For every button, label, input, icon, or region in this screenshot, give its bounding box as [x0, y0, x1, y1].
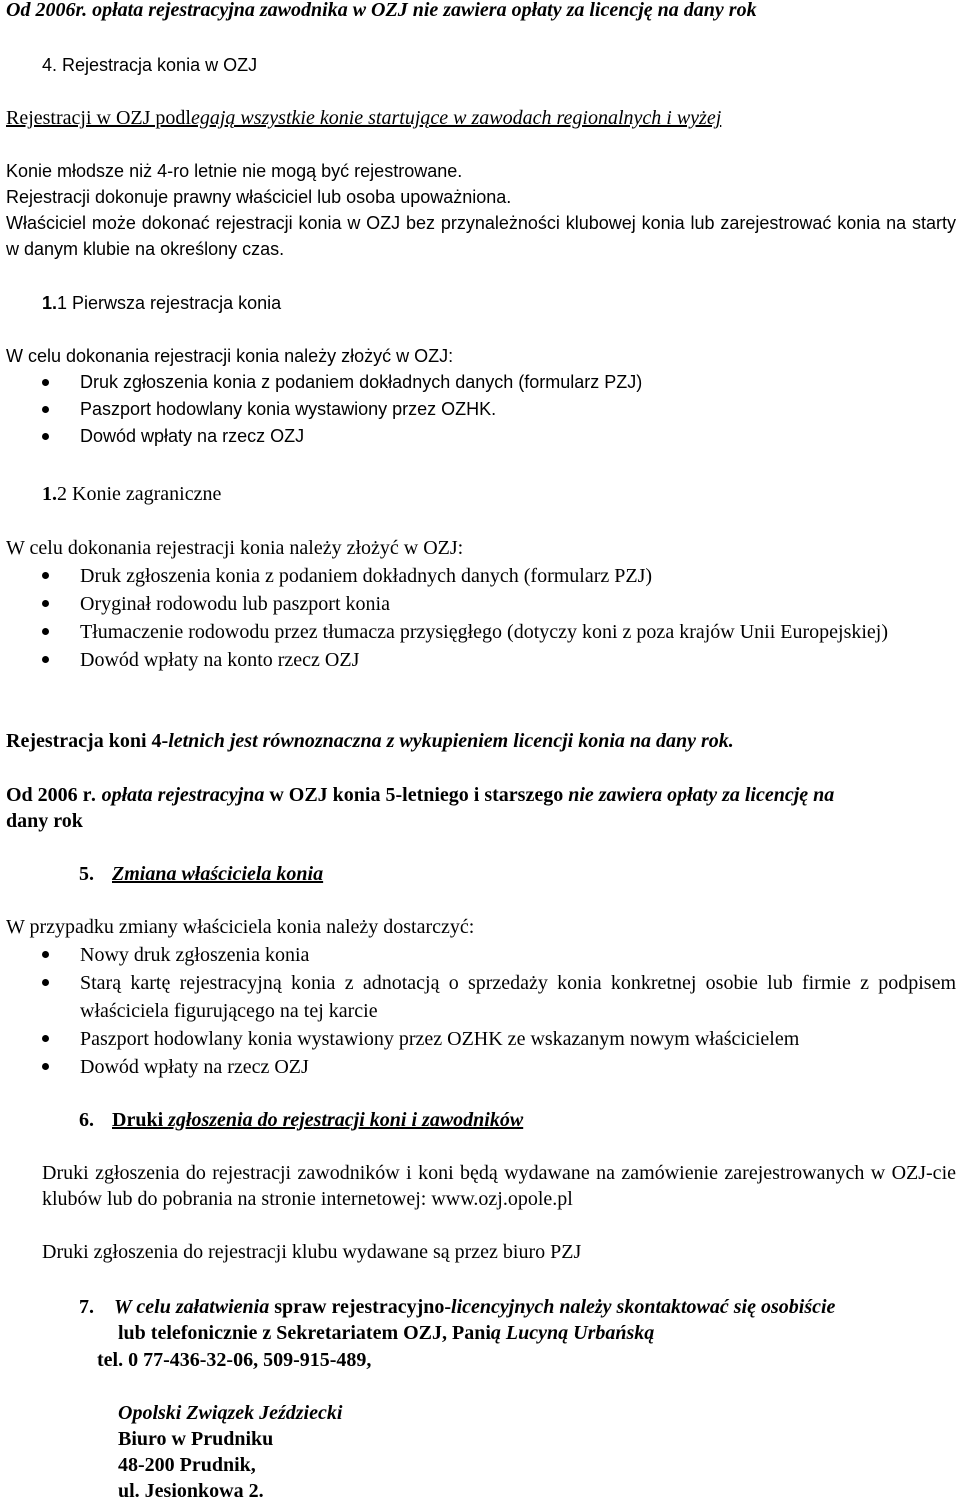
list-item: Nowy druk zgłoszenia konia [0, 941, 960, 969]
subsection-1-1-heading: 1.1 Pierwsza rejestracja konia [42, 293, 282, 313]
section-4-heading: 4. Rejestracja konia w OZJ [42, 55, 258, 75]
list-item: Druk zgłoszenia konia z podaniem dokładnych danych (formularz PZJ) [0, 562, 960, 590]
list-item: Tłumaczenie rodowodu przez tłumacza przysięgłego (dotyczy koni z poza krajów Unii Europejskiej) [0, 618, 956, 646]
bullet-icon [42, 433, 49, 440]
registration-fee-note-top: Od 2006r. opłata rejestracyjna zawodnika w OZJ nie zawiera opłaty za licencję na dany rok [6, 0, 757, 21]
address-street: ul. Jesionkowa 2. [118, 1480, 264, 1502]
list-item: Dowód wpłaty na rzecz OZJ [0, 423, 960, 450]
list-item: Druk zgłoszenia konia z podaniem dokładnych danych (formularz PZJ) [0, 369, 960, 396]
subsection-1-1-list [0, 369, 960, 450]
section-5-heading: 5. Zmiana właściciela konia [79, 863, 324, 885]
address-office: Biuro w Prudniku [118, 1428, 274, 1450]
subsection-1-1-intro: W celu dokonania rejestracji konia należy złożyć w OZJ: [6, 346, 454, 366]
bullet-icon [42, 951, 49, 958]
list-item: Oryginał rodowodu lub paszport konia [0, 590, 960, 618]
section-5-list [0, 941, 960, 1081]
paragraph-owner-options: Właściciel może dokonać rejestracji konia w OZJ bez przynależności klubowej konia lub zarejestrować konia na starty w danym klubie na określony czas. [6, 213, 956, 259]
list-item: Paszport hodowlany konia wystawiony przez OZHK. [0, 396, 960, 423]
section-5-intro: W przypadku zmiany właściciela konia należy dostarczyć: [6, 916, 475, 938]
note-fee-from-2006-cont: dany rok [6, 810, 83, 832]
paragraph-who-registers: Rejestracji dokonuje prawny właściciel lub osoba upoważniona. [6, 187, 512, 207]
address-city: 48-200 Prudnik, [118, 1454, 256, 1476]
section-6-paragraph-forms: Druki zgłoszenia do rejestracji zawodników i koni będą wydawane na zamówienie zarejestrowanych w OZJ-cie klubów lub do pobrania na stronie internetowej: www.ozj.opole.pl [42, 1162, 956, 1210]
bullet-icon [42, 979, 49, 986]
bullet-icon [42, 379, 49, 386]
address-organization: Opolski Związek Jeździecki [118, 1402, 343, 1424]
section-7-line2: lub telefonicznie z Sekretariatem OZJ, Panią Lucyną Urbańską [118, 1322, 655, 1344]
list-item: Starą kartę rejestracyjną konia z adnotacją o sprzedaży konia konkretnej osobie lub firmie z podpisem właściciela figurującego na tej karcie [0, 969, 956, 1025]
list-item: Paszport hodowlany konia wystawiony przez OZHK ze wskazanym nowym właścicielem [0, 1025, 960, 1053]
subsection-1-2-intro: W celu dokonania rejestracji konia należy złożyć w OZJ: [6, 537, 464, 559]
bullet-icon [42, 656, 49, 663]
section-6-paragraph-club: Druki zgłoszenia do rejestracji klubu wydawane są przez biuro PZJ [42, 1241, 582, 1263]
paragraph-age-limit: Konie młodsze niż 4-ro letnie nie mogą być rejestrowane. [6, 161, 463, 181]
bullet-icon [42, 600, 49, 607]
section-7-line1: 7. W celu załatwienia spraw rejestracyjno-licencyjnych należy skontaktować się osobiście [79, 1296, 836, 1318]
note-4-year-license: Rejestracja koni 4-letnich jest równoznaczna z wykupieniem licencji konia na dany rok. [6, 730, 734, 752]
bullet-icon [42, 1035, 49, 1042]
bullet-icon [42, 628, 49, 635]
contact-phone: tel. 0 77-436-32-06, 509-915-489, [97, 1349, 372, 1371]
list-item: Dowód wpłaty na rzecz OZJ [0, 1053, 960, 1081]
bullet-icon [42, 572, 49, 579]
bullet-icon [42, 406, 49, 413]
bullet-icon [42, 1063, 49, 1070]
note-fee-from-2006: Od 2006 r. opłata rejestracyjna w OZJ konia 5-letniego i starszego nie zawiera opłaty za licencję na [6, 784, 835, 806]
subsection-1-2-list [0, 562, 960, 674]
subsection-1-2-heading: 1.2 Konie zagraniczne [42, 483, 222, 505]
section-4-lead: Rejestracji w OZJ podlegają wszystkie konie startujące w zawodach regionalnych i wyżej [6, 107, 722, 129]
section-6-heading: 6. Druki zgłoszenia do rejestracji koni i zawodników [79, 1109, 524, 1131]
list-item: Dowód wpłaty na konto rzecz OZJ [0, 646, 960, 674]
